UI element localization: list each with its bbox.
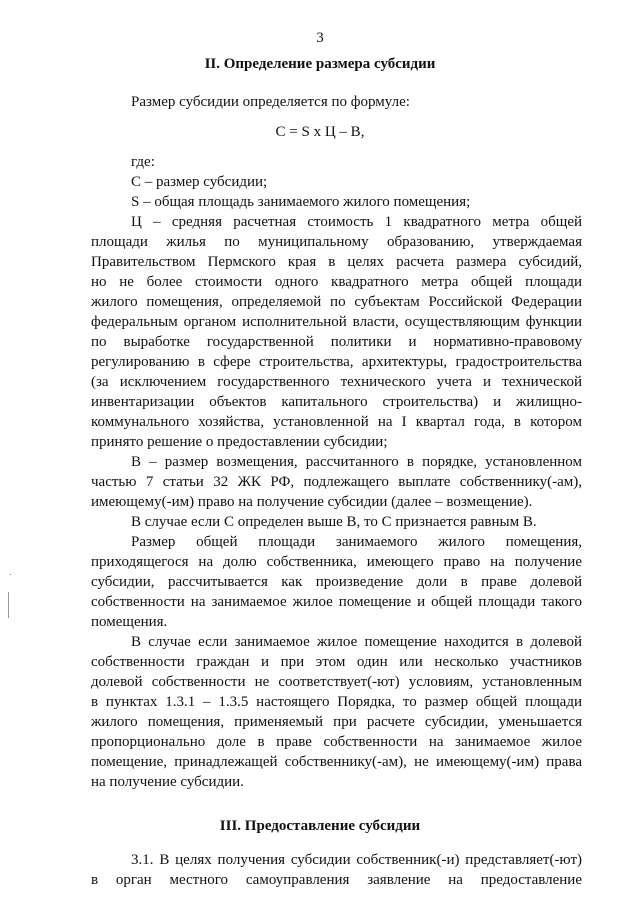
paragraph-line: В – размер возмещения, рассчитанного в порядке, установленном	[131, 454, 582, 470]
paragraph-line: на получение субсидии.	[91, 774, 244, 790]
paragraph-line: имеющему(-им) право на получение субсидии (далее – возмещение).	[91, 494, 533, 510]
scan-artifact-dot: ˙	[9, 573, 13, 584]
paragraph-line: принято решение о предоставлении субсидии;	[91, 434, 388, 450]
paragraph-line: (за исключением государственного технического учета и технической	[91, 374, 582, 390]
paragraph-line: федеральным органом исполнительной власти, осуществляющим функции	[91, 314, 582, 330]
paragraph-line: жилого помещения, определяемой по субъектам Российской Федерации	[91, 294, 582, 310]
section-2-title: II. Определение размера субсидии	[204, 56, 436, 72]
paragraph-line: долевой собственности не соответствует(-ют) условиям, установленным	[91, 674, 582, 690]
paragraph-line: С – размер субсидии;	[131, 174, 268, 190]
paragraph-line: жилого помещения, применяемый при расчете субсидии, уменьшается	[91, 714, 582, 730]
paragraph-line: но не более стоимости одного квадратного метра общей площади	[91, 274, 582, 290]
paragraph-line: Размер субсидии определяется по формуле:	[131, 94, 410, 110]
section-3-title: III. Предоставление субсидии	[219, 818, 421, 834]
paragraph-line: В случае если С определен выше В, то С признается равным В.	[131, 514, 537, 530]
paragraph-line: помещения.	[91, 614, 168, 630]
formula: С = S х Ц – В,	[275, 124, 365, 140]
paragraph-line: собственности на занимаемое жилое помещение и общей площади такого	[91, 594, 582, 610]
paragraph-line: Ц – средняя расчетная стоимость 1 квадратного метра общей	[131, 214, 582, 230]
scan-margin-mark	[8, 592, 9, 618]
paragraph-line: 3.1. В целях получения субсидии собственник(-и) представляет(-ют)	[131, 852, 582, 868]
paragraph-line: В случае если занимаемое жилое помещение находится в долевой	[131, 634, 582, 650]
paragraph-line: в орган местного самоуправления заявление на предоставление	[91, 872, 582, 888]
paragraph-line: инвентаризации объектов капитального строительства) и жилищно-	[91, 394, 582, 410]
paragraph-line: где:	[131, 154, 155, 170]
paragraph-line: помещение, принадлежащей собственнику(-ам), не имеющему(-им) права	[91, 754, 582, 770]
paragraph-line: собственности граждан и при этом один или несколько участников	[91, 654, 582, 670]
paragraph-line: по выработке государственной политики и нормативно-правовому	[91, 334, 582, 350]
paragraph-line: коммунального хозяйства, установленной на I квартал года, в котором	[91, 414, 582, 430]
paragraph-line: частью 7 статьи 32 ЖК РФ, подлежащего выплате собственнику(-ам),	[91, 474, 582, 490]
page-number: 3	[316, 30, 324, 46]
paragraph-line: S – общая площадь занимаемого жилого помещения;	[131, 194, 471, 210]
paragraph-line: в пунктах 1.3.1 – 1.3.5 настоящего Порядка, то размер общей площади	[91, 694, 582, 710]
paragraph-line: площади жилья по муниципальному образованию, утверждаемая	[91, 234, 582, 250]
paragraph-line: пропорционально доле в праве собственности на занимаемое жилое	[91, 734, 582, 750]
paragraph-line: Размер общей площади занимаемого жилого помещения,	[131, 534, 582, 550]
paragraph-line: регулированию в сфере строительства, архитектуры, градостроительства	[91, 354, 582, 370]
paragraph-line: приходящегося на долю собственника, имеющего право на получение	[91, 554, 582, 570]
paragraph-line: Правительством Пермского края в целях расчета размера субсидий,	[91, 254, 582, 270]
paragraph-line: субсидии, рассчитывается как произведение доли в праве долевой	[91, 574, 582, 590]
